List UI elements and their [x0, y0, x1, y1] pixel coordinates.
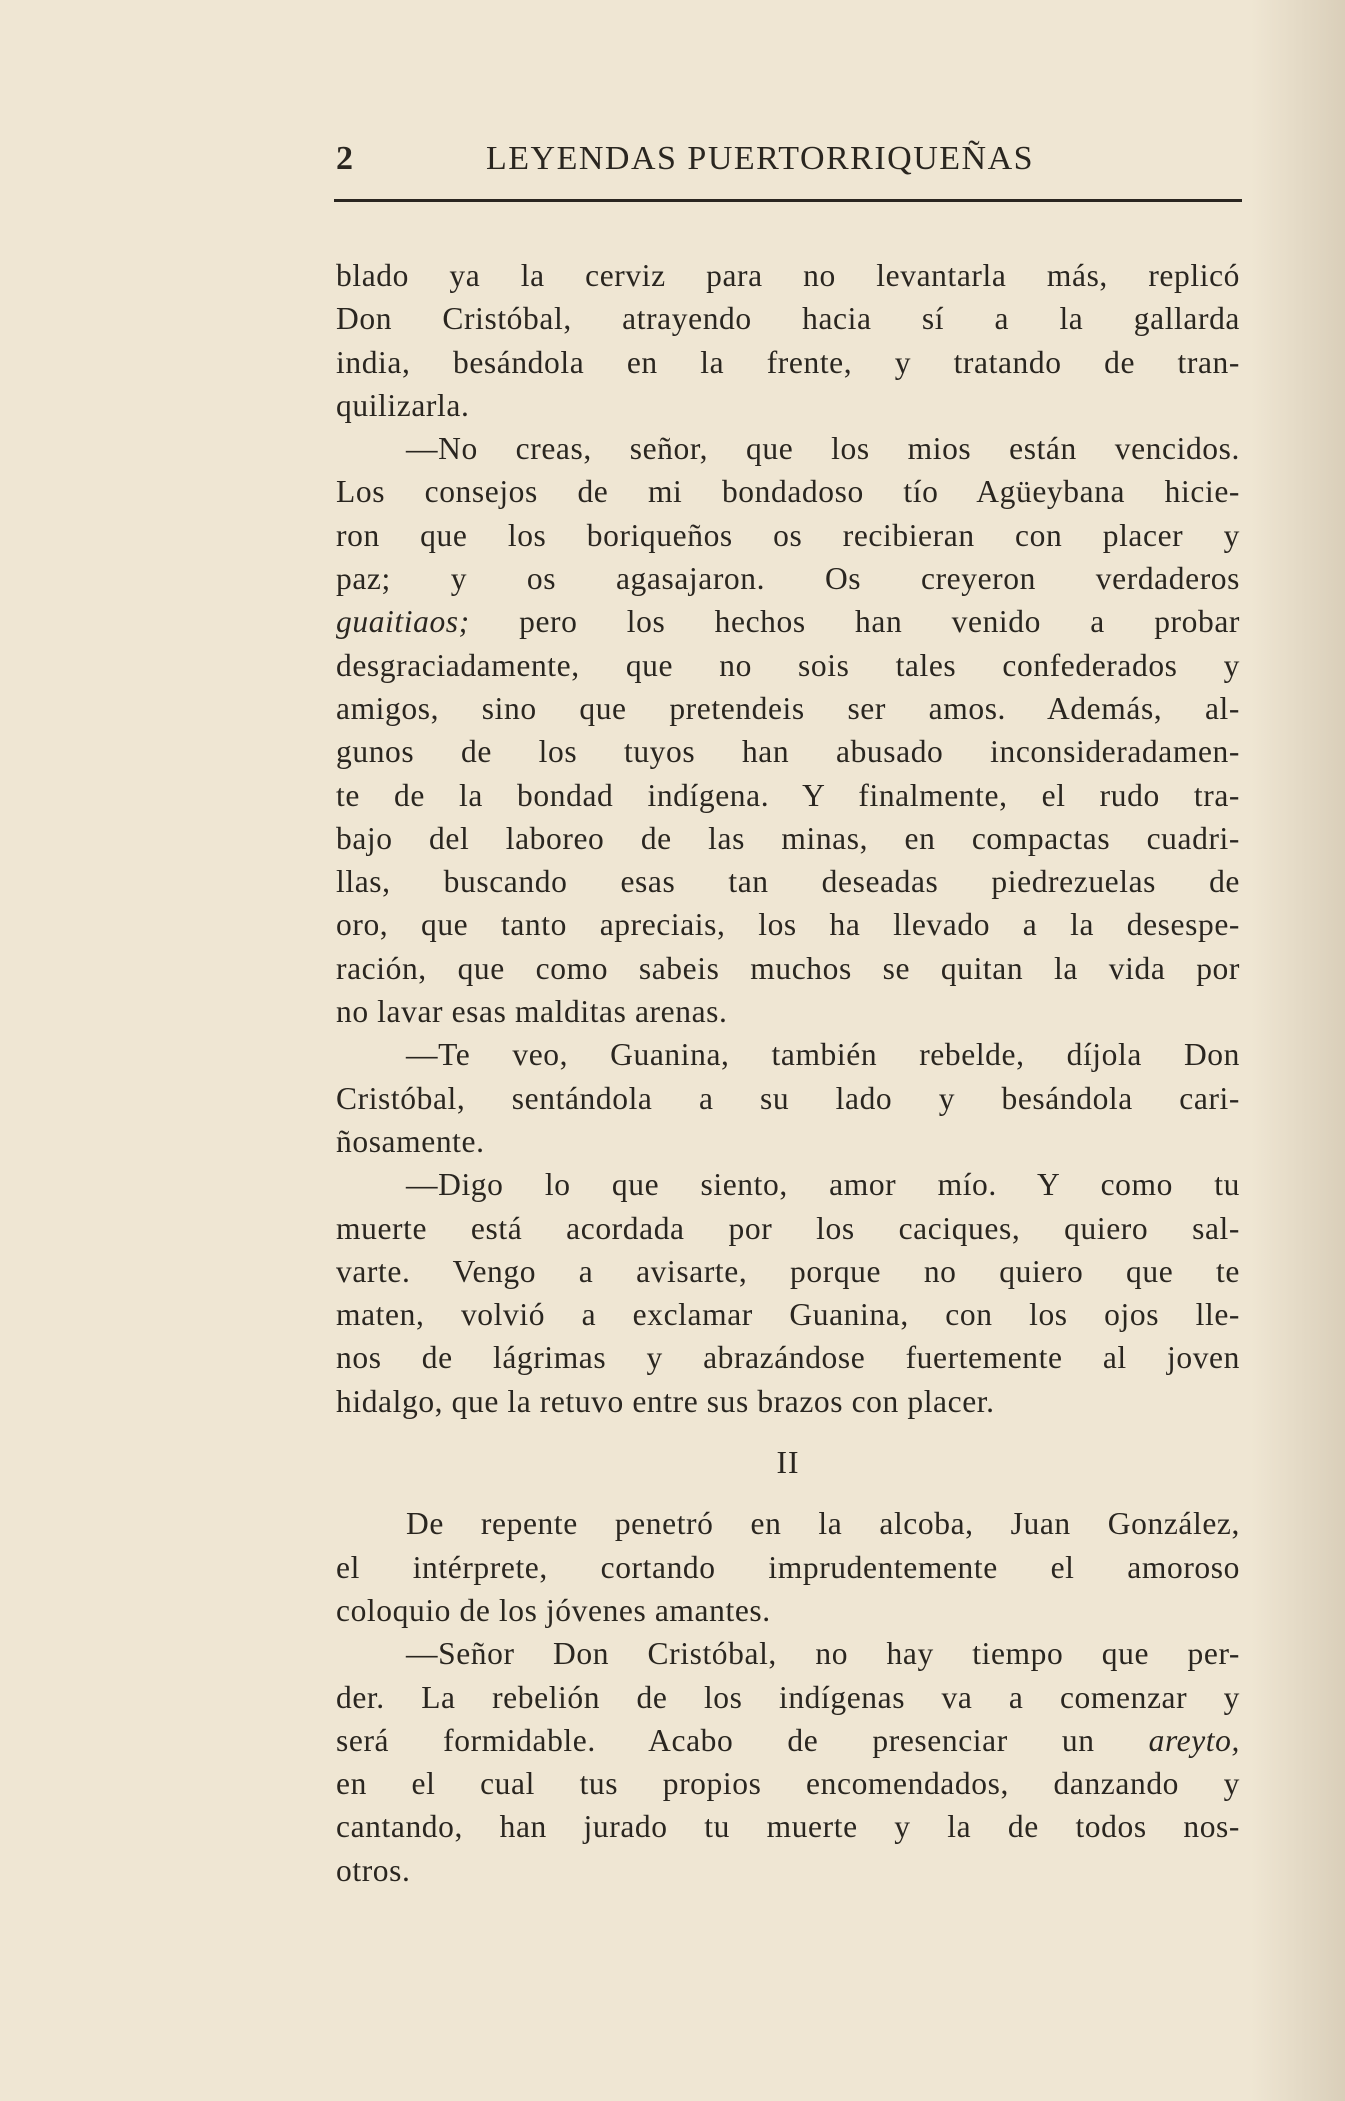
- body-text: [336, 254, 1240, 1892]
- text-line: coloquio de los jóvenes amantes.: [336, 1592, 771, 1628]
- text-line: nos de lágrimas y abrazándose fuertemente al joven: [336, 1340, 1240, 1376]
- text-line: Los consejos de mi bondadoso tío Agüeybana hicie-: [336, 474, 1240, 510]
- text-line: De repente penetró en la alcoba, Juan González,: [406, 1506, 1240, 1542]
- text-line: Don Cristóbal, atrayendo hacia sí a la gallarda: [336, 301, 1240, 337]
- section-heading: II: [776, 1445, 800, 1481]
- text-line: india, besándola en la frente, y tratando de tran-: [336, 344, 1240, 380]
- italic-word-areyto: areyto,: [1148, 1722, 1240, 1758]
- text-line: desgraciadamente, que no sois tales confederados y: [336, 647, 1240, 683]
- text-line: maten, volvió a exclamar Guanina, con los ojos lle-: [336, 1297, 1240, 1333]
- text-line: otros.: [336, 1852, 411, 1888]
- text-line-with-italic: [336, 600, 1240, 643]
- italic-word-guaitiaos: guaitiaos;: [336, 604, 470, 640]
- text-line: —Te veo, Guanina, también rebelde, díjola Don: [406, 1037, 1240, 1073]
- page-number: 2: [336, 140, 355, 177]
- text-line: ración, que como sabeis muchos se quitan la vida por: [336, 950, 1240, 986]
- text-line: der. La rebelión de los indígenas va a comenzar y: [336, 1679, 1240, 1715]
- text-line: no lavar esas malditas arenas.: [336, 994, 728, 1030]
- running-title: LEYENDAS PUERTORRIQUEÑAS: [486, 140, 1035, 177]
- text-line: llas, buscando esas tan deseadas piedrezuelas de: [336, 864, 1240, 900]
- text-fragment: pero los hechos han venido a probar: [519, 604, 1241, 640]
- text-line: quilizarla.: [336, 387, 470, 423]
- text-line: en el cual tus propios encomendados, danzando y: [336, 1766, 1240, 1802]
- text-line: —No creas, señor, que los mios están vencidos.: [406, 431, 1240, 467]
- text-line: —Señor Don Cristóbal, no hay tiempo que per-: [406, 1636, 1240, 1672]
- text-line-with-italic: [336, 1719, 1240, 1762]
- text-line: paz; y os agasajaron. Os creyeron verdaderos: [336, 561, 1240, 597]
- text-line: amigos, sino que pretendeis ser amos. Además, al-: [336, 690, 1240, 726]
- text-line: el intérprete, cortando imprudentemente el amoroso: [336, 1549, 1240, 1585]
- text-line: ñosamente.: [336, 1123, 485, 1159]
- text-line: Cristóbal, sentándola a su lado y besándola cari-: [336, 1080, 1240, 1116]
- header-rule: [334, 199, 1242, 202]
- text-line: muerte está acordada por los caciques, quiero sal-: [336, 1210, 1240, 1246]
- text-line: cantando, han jurado tu muerte y la de todos nos-: [336, 1809, 1240, 1845]
- text-line: —Digo lo que siento, amor mío. Y como tu: [406, 1167, 1240, 1203]
- text-line: te de la bondad indígena. Y finalmente, el rudo tra-: [336, 777, 1240, 813]
- text-fragment: será formidable. Acabo de presenciar un: [336, 1722, 1095, 1758]
- running-head: [336, 140, 1240, 190]
- text-line: oro, que tanto apreciais, los ha llevado a la desespe-: [336, 907, 1240, 943]
- text-line: varte. Vengo a avisarte, porque no quiero que te: [336, 1253, 1240, 1289]
- text-line: gunos de los tuyos han abusado inconsideradamen-: [336, 734, 1240, 770]
- text-line: blado ya la cerviz para no levantarla más, replicó: [336, 258, 1240, 293]
- text-line: ron que los boriqueños os recibieran con placer y: [336, 517, 1240, 553]
- text-line: bajo del laboreo de las minas, en compactas cuadri-: [336, 820, 1240, 856]
- text-line: hidalgo, que la retuvo entre sus brazos con placer.: [336, 1383, 995, 1419]
